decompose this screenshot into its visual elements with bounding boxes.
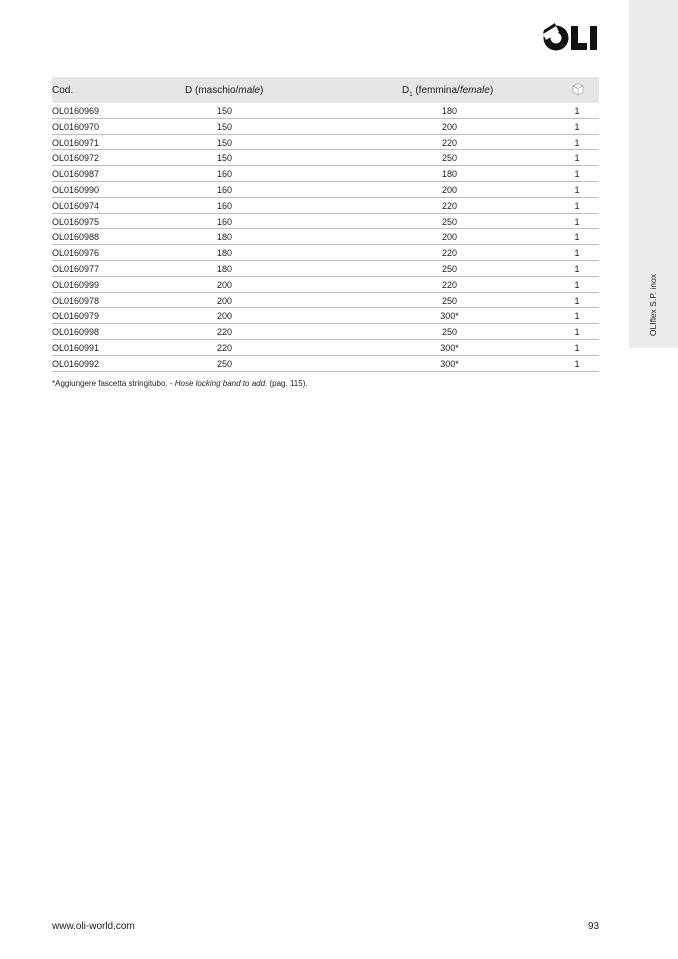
cell-d: 220	[216, 342, 233, 353]
product-table	[52, 77, 599, 372]
cell-code: OL0160974	[52, 200, 100, 211]
cell-code: OL0160990	[52, 184, 100, 195]
cell-d1: 250	[441, 263, 458, 274]
cell-d: 160	[216, 184, 233, 195]
cell-d1: 220	[441, 200, 458, 211]
cell-code: OL0160999	[52, 279, 100, 290]
table-row	[52, 182, 599, 198]
cell-code: OL0160992	[52, 358, 100, 369]
table-header	[52, 77, 599, 103]
cell-d1: 300*	[440, 342, 459, 353]
cell-code: OL0160971	[52, 137, 100, 148]
cell-d: 160	[216, 169, 233, 180]
cell-d: 200	[216, 311, 233, 322]
table-row	[52, 150, 599, 166]
table-row	[52, 324, 599, 340]
cell-code: OL0160969	[52, 106, 100, 116]
table-row	[52, 119, 599, 135]
cell-d1: 250	[441, 216, 458, 227]
cell-d: 180	[216, 263, 233, 274]
oli-logo	[542, 22, 600, 54]
cell-qty: 1	[574, 169, 580, 180]
cell-d: 160	[216, 200, 233, 211]
cell-d: 250	[216, 358, 233, 369]
cell-qty: 1	[574, 232, 580, 243]
cell-code: OL0160972	[52, 153, 100, 164]
cell-code: OL0160979	[52, 311, 100, 322]
cell-qty: 1	[574, 327, 580, 338]
table-row	[52, 261, 599, 277]
cell-d1: 220	[441, 137, 458, 148]
footer-url[interactable]: www.oli-world.com	[52, 921, 135, 932]
header-d: D (maschio/male)	[185, 85, 264, 96]
cell-d: 160	[216, 216, 233, 227]
footnote: *Aggiungere fascetta stringitubo. - Hose locking band to add. (pag. 115).	[52, 379, 308, 388]
cell-d: 150	[216, 153, 233, 164]
cell-qty: 1	[574, 248, 580, 259]
cell-code: OL0160975	[52, 216, 100, 227]
page-number: 93	[588, 921, 600, 932]
cell-d1: 220	[441, 248, 458, 259]
cell-d1: 250	[441, 153, 458, 164]
cell-d: 220	[216, 327, 233, 338]
cell-d1: 250	[441, 295, 458, 306]
cell-d: 180	[216, 248, 233, 259]
cell-d1: 200	[441, 232, 458, 243]
table-row	[52, 229, 599, 245]
cell-code: OL0160970	[52, 121, 100, 132]
cell-d1: 180	[441, 106, 458, 116]
cell-code: OL0160988	[52, 232, 100, 243]
cell-qty: 1	[574, 311, 580, 322]
cell-d1: 200	[441, 184, 458, 195]
cell-qty: 1	[574, 216, 580, 227]
cell-d: 150	[216, 137, 233, 148]
table-row	[52, 277, 599, 293]
cell-qty: 1	[574, 295, 580, 306]
table-body	[52, 103, 599, 372]
cell-d: 200	[216, 279, 233, 290]
header-code: Cod.	[52, 85, 74, 96]
cell-d: 180	[216, 232, 233, 243]
cell-qty: 1	[574, 263, 580, 274]
cell-qty: 1	[574, 358, 580, 369]
cell-qty: 1	[574, 137, 580, 148]
cell-code: OL0160977	[52, 263, 100, 274]
table-row	[52, 103, 599, 119]
cell-d1: 200	[441, 121, 458, 132]
cell-code: OL0160991	[52, 342, 100, 353]
table-row	[52, 135, 599, 151]
cell-d1: 250	[441, 327, 458, 338]
cell-d1: 220	[441, 279, 458, 290]
cell-code: OL0160978	[52, 295, 100, 306]
box-icon	[570, 81, 586, 100]
table-row	[52, 293, 599, 309]
table-row	[52, 356, 599, 372]
cell-qty: 1	[574, 200, 580, 211]
table-row	[52, 308, 599, 324]
cell-code: OL0160976	[52, 248, 100, 259]
cell-d: 150	[216, 121, 233, 132]
table-row	[52, 214, 599, 230]
table-row	[52, 198, 599, 214]
cell-code: OL0160987	[52, 169, 100, 180]
cell-d: 150	[216, 106, 233, 116]
cell-qty: 1	[574, 106, 580, 116]
header-d1: $D_1$ (femmina/female)	[402, 85, 494, 98]
cell-d1: 180	[441, 169, 458, 180]
table-row	[52, 166, 599, 182]
cell-qty: 1	[574, 153, 580, 164]
cell-qty: 1	[574, 121, 580, 132]
cell-qty: 1	[574, 279, 580, 290]
cell-d1: 300*	[440, 358, 459, 369]
table-row	[52, 340, 599, 356]
cell-d1: 300*	[440, 311, 459, 322]
table-row	[52, 245, 599, 261]
cell-qty: 1	[574, 184, 580, 195]
cell-code: OL0160998	[52, 327, 100, 338]
side-tab-label: OLIflex S.P. inox	[648, 273, 658, 337]
cell-d: 200	[216, 295, 233, 306]
cell-qty: 1	[574, 342, 580, 353]
